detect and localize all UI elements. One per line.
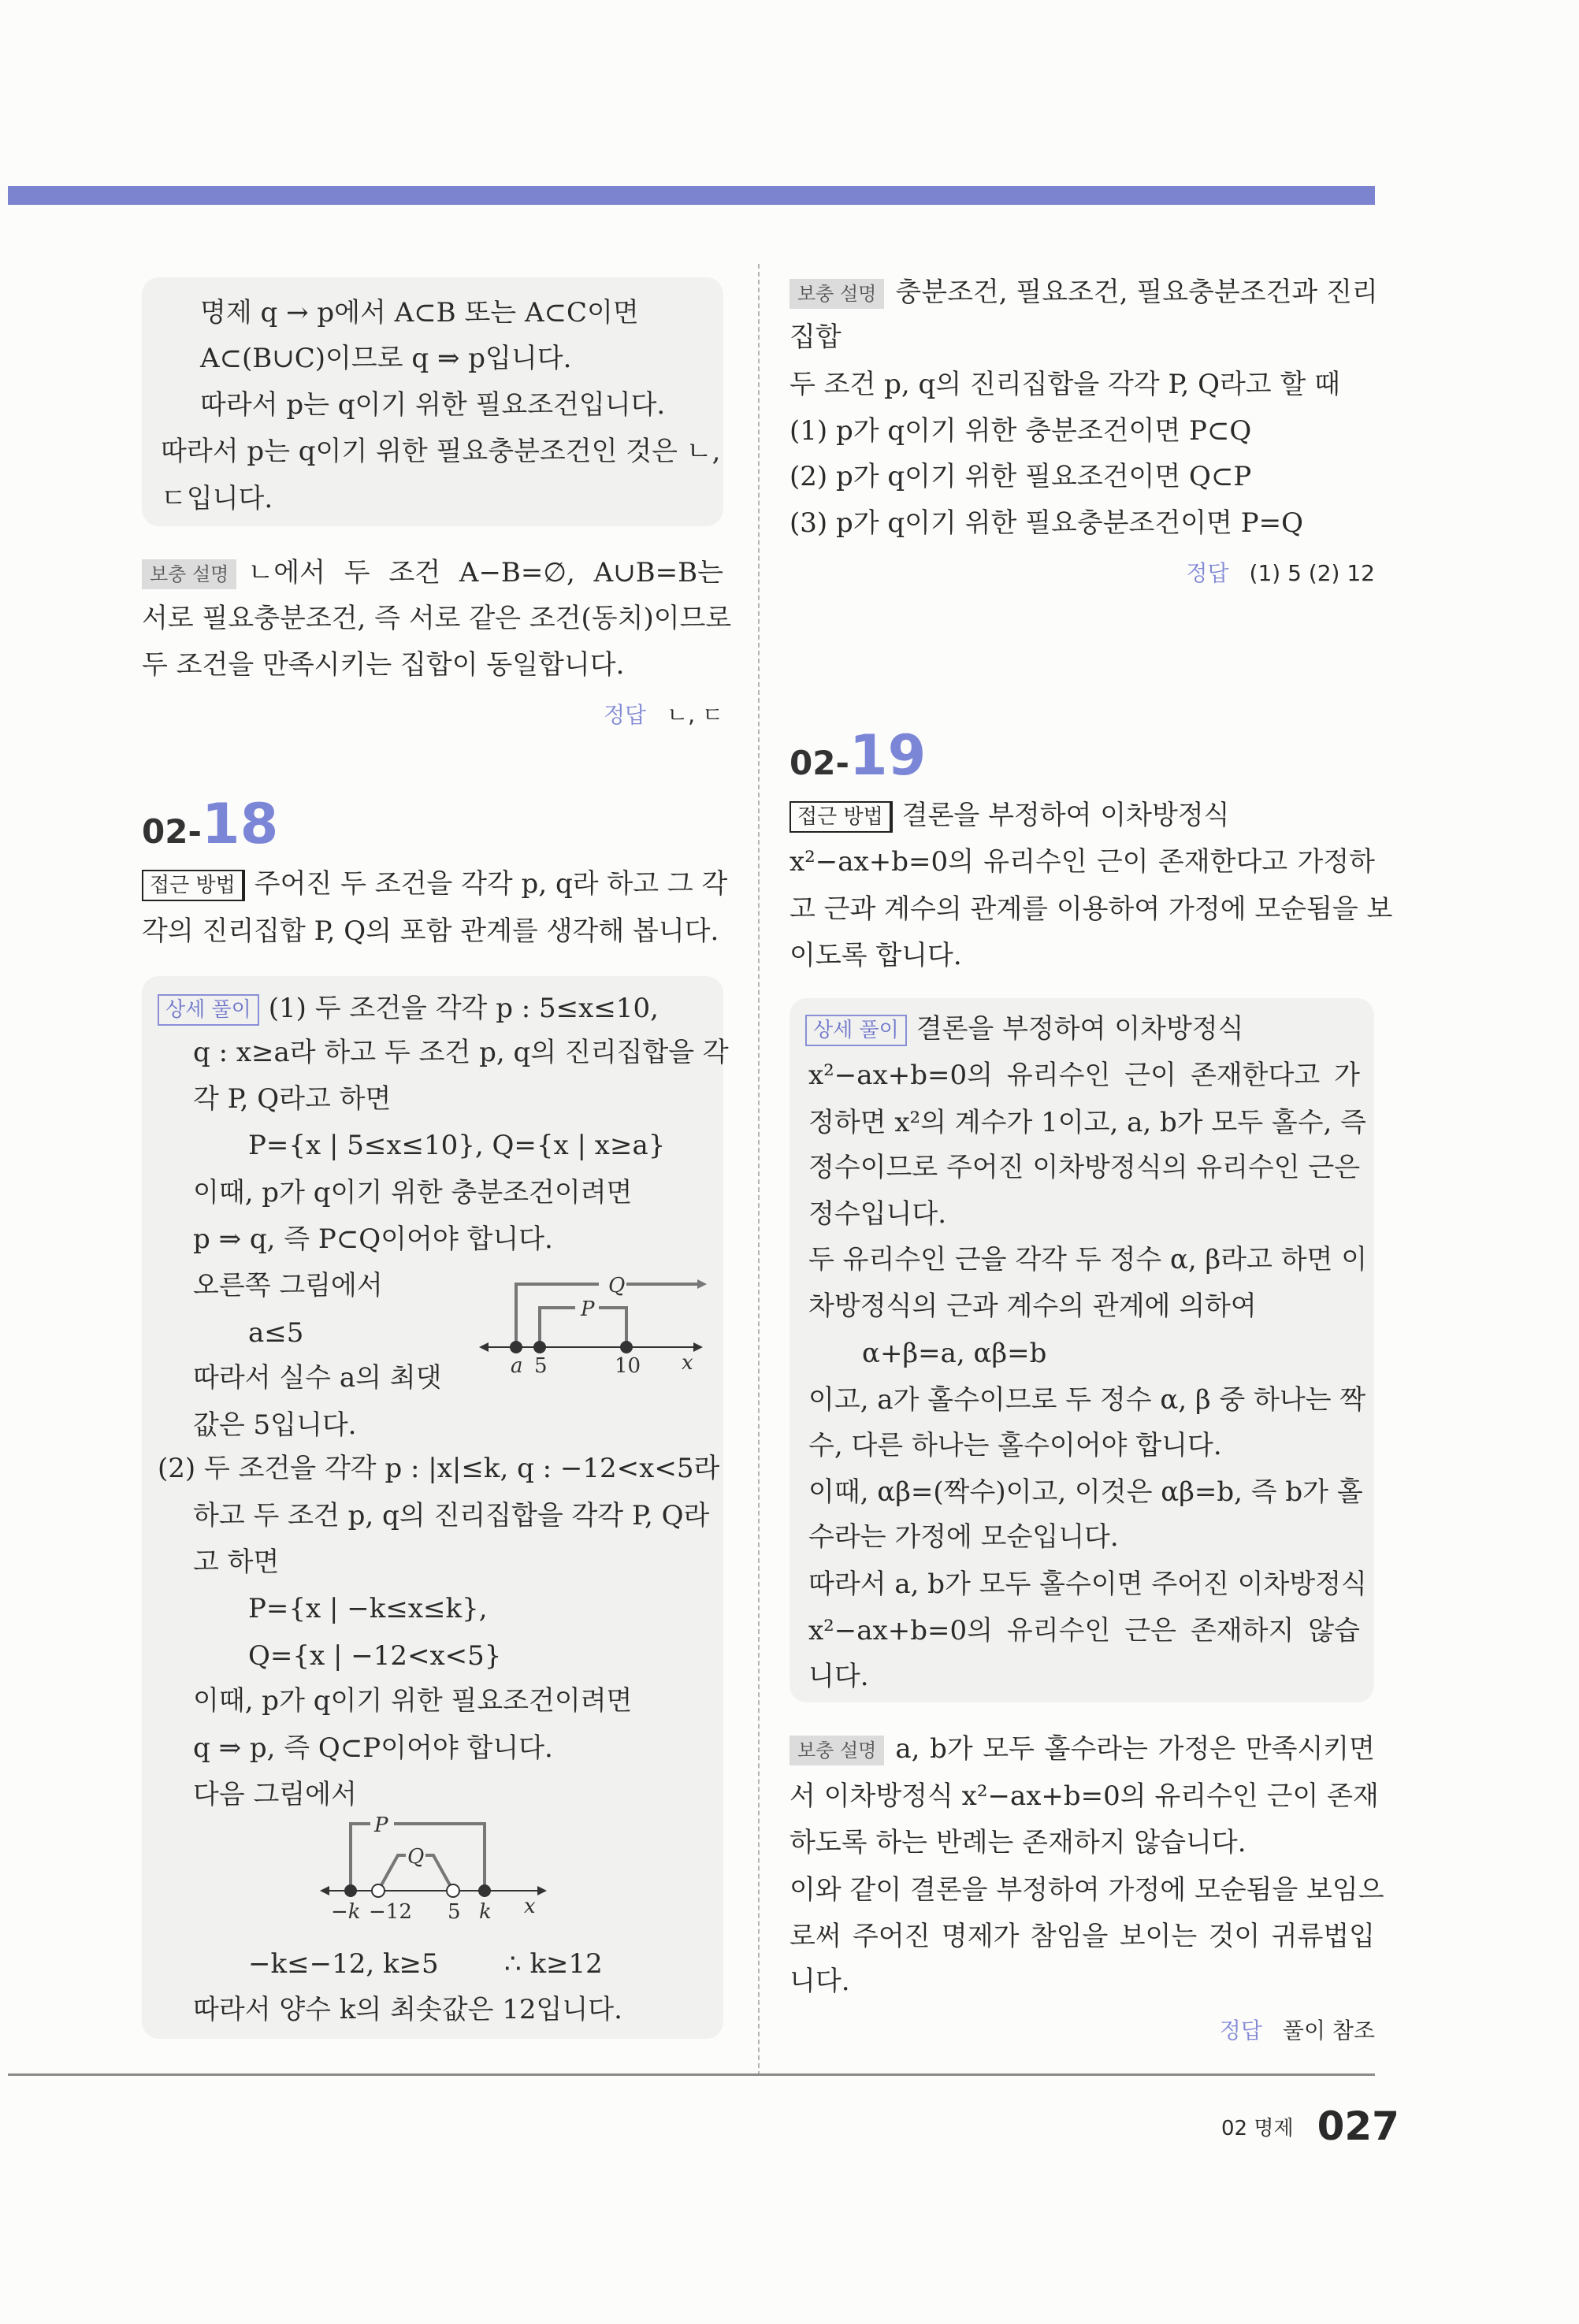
text: (1) 두 조건을 각각 p : 5≤x≤10, [268,993,659,1024]
text: 결론을 부정하여 이차방정식 [901,800,1230,831]
text-line: 정하면 x²의 계수가 1이고, a, b가 모두 홀수, 즉 [808,1107,1367,1138]
column-divider [758,264,760,2076]
text-line: 각의 진리집합 P, Q의 포함 관계를 생각해 봅니다. [142,915,719,947]
text-line: A⊂(B∪C)이므로 q ⇒ p입니다. [200,343,572,374]
text-line: 다음 그림에서 [193,1779,357,1810]
text-line: 니다. [790,1966,850,1997]
text-line: 정수이므로 주어진 이차방정식의 유리수인 근은 [808,1152,1361,1183]
text-line: 두 조건을 만족시키는 집합이 동일합니다. [142,649,625,681]
answer-line [1220,2014,1375,2045]
set-p-bracket-left [540,1308,575,1347]
label-q: Q [608,1274,626,1298]
problem-heading-19 [790,723,926,788]
text-line: 서로 필요충분조건, 즉 서로 같은 조건(동치)이므로 [142,603,732,634]
text-line: a≤5 [248,1317,304,1349]
text-line: x²−ax+b=0의 유리수인 근이 존재한다고 가정하 [790,846,1375,878]
text-line: 따라서 실수 a의 최댓 [193,1362,442,1394]
text-line: Q={x | −12<x<5} [248,1640,502,1672]
text-line: 차방정식의 근과 계수의 관계에 의하여 [808,1290,1257,1322]
text-line: 고 근과 계수의 관계를 이용하여 가정에 모순됨을 보 [790,893,1393,925]
chapter-label: 02 명제 [1221,2116,1294,2140]
text-line: P={x | 5≤x≤10}, Q={x | x≥a} [248,1130,666,1161]
approach-badge: 접근 방법 [142,870,245,901]
text-line: α+β=a, αβ=b [862,1338,1047,1369]
label-p: P [374,1814,388,1837]
text: ㄴ에서 두 조건 A−B=∅, A∪B=B는 [247,557,723,588]
text-line: 이도록 합니다. [790,940,962,971]
answer-value: 풀이 참조 [1282,2018,1375,2044]
text-line: 따라서 p는 q이기 위한 필요조건입니다. [200,389,666,421]
text-line: −k≤−12, k≥5 [248,1948,439,1980]
text: a, b가 모두 홀수라는 가정은 만족시키면 [895,1733,1375,1765]
text-line: ㄷ입니다. [161,483,273,514]
label-p: P [581,1298,595,1321]
supplement-line [790,1726,1375,1773]
text-line: x²−ax+b=0의 유리수인 근이 존재한다고 가 [808,1060,1360,1091]
text-line: 명제 q → p에서 A⊂B 또는 A⊂C이면 [200,297,639,329]
text-line: (1) p가 q이기 위한 충분조건이면 P⊂Q [790,415,1252,447]
answer-label: 정답 [1219,2018,1262,2044]
text-line: 집합 [790,321,842,353]
detail-badge: 상세 풀이 [158,994,259,1026]
approach-badge: 접근 방법 [790,801,893,833]
text-line: (3) p가 q이기 위한 필요충분조건이면 P=Q [790,507,1303,539]
heading-number: 18 [201,792,279,856]
approach-line [790,793,1229,839]
answer-line [1186,556,1375,588]
text: 주어진 두 조건을 각각 p, q라 하고 그 각 [254,868,728,900]
detail-badge: 상세 풀이 [805,1015,907,1046]
text-line: 정수입니다. [808,1198,947,1230]
text-line: q : x≥a라 하고 두 조건 p, q의 진리집합을 각 [193,1037,729,1068]
text-line: 수, 다른 하나는 홀수이어야 합니다. [808,1430,1222,1461]
text-line: 각 P, Q라고 하면 [193,1083,392,1115]
detail-line [805,1006,1243,1052]
axis-x: x [682,1351,693,1375]
text-line: 따라서 a, b가 모두 홀수이면 주어진 이차방정식 [808,1569,1367,1600]
text-line: 두 조건 p, q의 진리집합을 각각 P, Q라고 할 때 [790,369,1340,400]
supplement-badge: 보충 설명 [790,1736,884,1765]
text-line: 오른쪽 그림에서 [193,1270,383,1301]
problem-heading-18 [142,792,278,856]
text-line: 값은 5입니다. [193,1409,357,1441]
supplement-badge: 보충 설명 [142,559,236,589]
text-line: q ⇒ p, 즉 Q⊂P이어야 합니다. [193,1732,553,1764]
detail-line [158,986,659,1032]
text-line: 따라서 p는 q이기 위한 필요충분조건인 것은 ㄴ, [161,436,721,467]
text-line: (2) p가 q이기 위한 필요조건이면 Q⊂P [790,461,1252,492]
heading-prefix: 02- [790,744,849,782]
text-line: 이때, αβ=(짝수)이고, 이것은 αβ=b, 즉 b가 홀 [808,1476,1363,1508]
tick-minus-12: −12 [369,1900,412,1924]
answer-value: (1) 5 (2) 12 [1249,560,1375,586]
answer-line [604,698,723,729]
supplement-line [790,269,1378,316]
text-line: 고 하면 [193,1546,280,1578]
page-number: 027 [1317,2103,1399,2149]
text-line: x²−ax+b=0의 유리수인 근은 존재하지 않습 [808,1615,1360,1646]
tick-5: 5 [448,1900,461,1924]
text-line: (2) 두 조건을 각각 p : |x|≤k, q : −12<x<5라 [158,1453,720,1484]
number-line-figure-2 [315,1812,559,1930]
text-line: 수라는 가정에 모순입니다. [808,1521,1119,1553]
page-footer [1221,2103,1399,2149]
text-line: ∴ k≥12 [504,1948,603,1980]
answer-label: 정답 [1186,560,1229,586]
supplement-line [142,550,723,596]
text-line: 하고 두 조건 p, q의 진리집합을 각각 P, Q라 [193,1500,710,1531]
label-q: Q [407,1845,425,1869]
heading-prefix: 02- [142,812,202,851]
text-line: 하도록 하는 반례는 존재하지 않습니다. [790,1827,1246,1858]
footer-rule [8,2073,1375,2076]
approach-line [142,861,728,908]
set-p-bracket-right [599,1308,626,1347]
text-line: 따라서 양수 k의 최솟값은 12입니다. [193,1994,622,2025]
set-p-bracket-left [351,1824,370,1891]
text-line: 이와 같이 결론을 부정하여 가정에 모순됨을 보임으 [790,1874,1384,1906]
axis-x: x [524,1895,536,1918]
header-color-bar [8,186,1375,205]
text-line: 로써 주어진 명제가 참임을 보이는 것이 귀류법입 [790,1921,1375,1952]
text-line: 두 유리수인 근을 각각 두 정수 α, β라고 하면 이 [808,1244,1368,1275]
text-line: 니다. [808,1661,869,1692]
text: 결론을 부정하여 이차방정식 [916,1013,1244,1045]
text-line: 이때, p가 q이기 위한 충분조건이려면 [193,1177,633,1208]
text-line: P={x | −k≤x≤k}, [248,1593,488,1624]
text-line: 이때, p가 q이기 위한 필요조건이려면 [193,1685,633,1717]
tick-k: k [479,1900,492,1924]
tick-a: a [511,1354,523,1378]
tick-10: 10 [615,1354,641,1378]
number-line-figure-1 [473,1260,709,1379]
answer-label: 정답 [603,702,647,728]
text-line: 서 이차방정식 x²−ax+b=0의 유리수인 근이 존재 [790,1780,1379,1812]
text-line: 이고, a가 홀수이므로 두 정수 α, β 중 하나는 짝 [808,1384,1366,1416]
answer-value: ㄴ, ㄷ [667,702,723,728]
tick-minus-k: −k [331,1900,361,1924]
text: 충분조건, 필요조건, 필요충분조건과 진리 [895,277,1378,308]
heading-number: 19 [849,723,927,788]
tick-5: 5 [534,1354,548,1378]
text-line: p ⇒ q, 즉 P⊂Q이어야 합니다. [193,1223,553,1255]
supplement-badge: 보충 설명 [790,279,884,309]
